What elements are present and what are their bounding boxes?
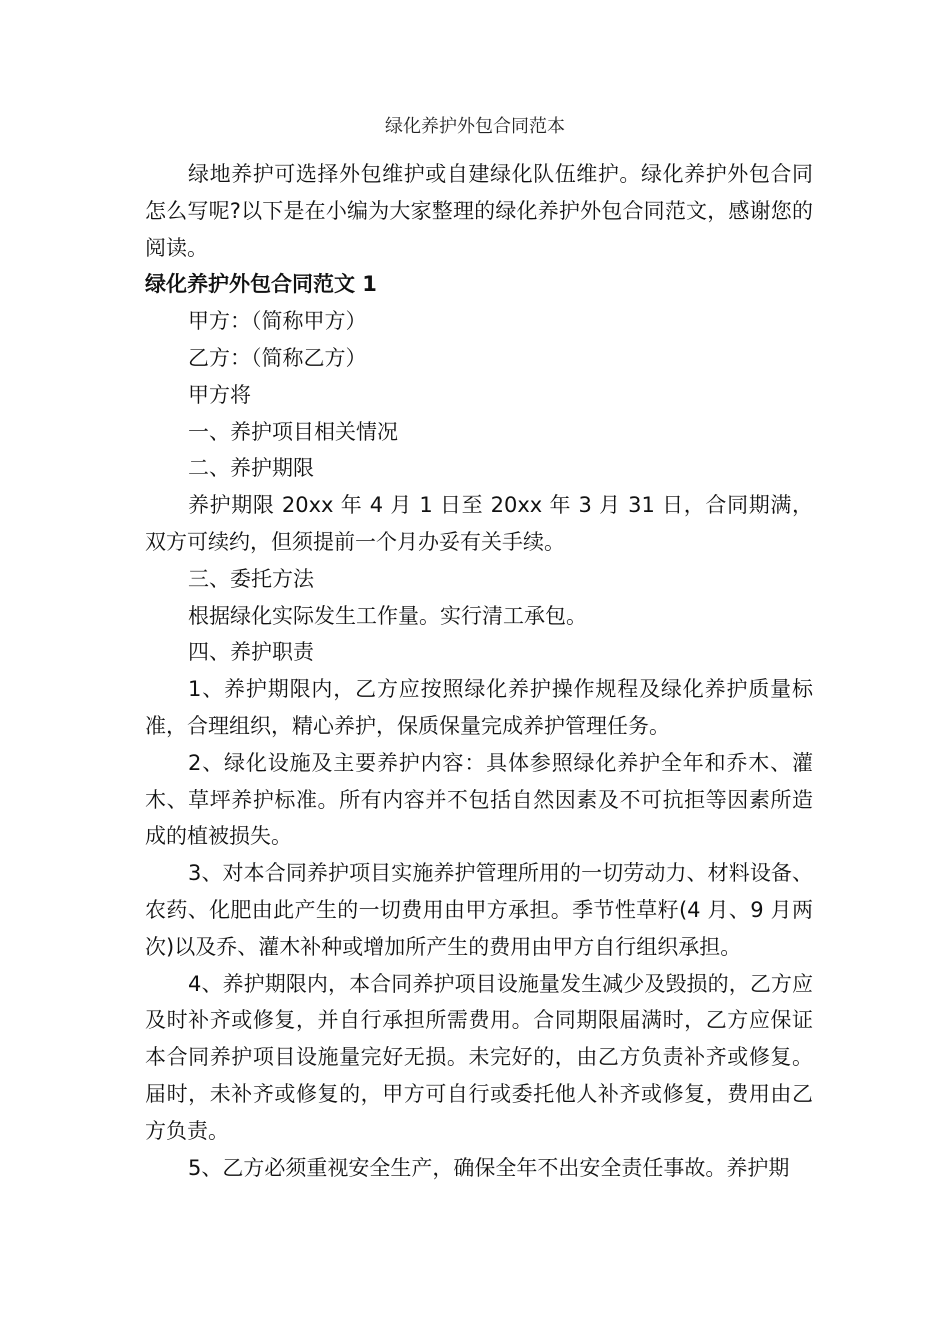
document-body: [145, 156, 813, 1186]
duty-3-paragraph: 3、对本合同养护项目实施养护管理所用的一切劳动力、材料设备、农药、化肥由此产生的一切费用由甲方承担。季节性草籽(4 月、9 月两次)以及乔、灌木补种或增加所产生的费用由甲方自行组织承担。: [145, 861, 813, 959]
item-1-heading: 一、养护项目相关情况: [188, 419, 398, 444]
item-3-text: 根据绿化实际发生工作量。实行清工承包。: [188, 603, 587, 628]
item-2-text: 养护期限 20xx 年 4 月 1 日至 20xx 年 3 月 31 日，合同期满，双方可续约，但须提前一个月办妥有关手续。: [145, 493, 813, 554]
duty-2-paragraph: 2、绿化设施及主要养护内容：具体参照绿化养护全年和乔木、灌木、草坪养护标准。所有内容并不包括自然因素及不可抗拒等因素所造成的植被损失。: [145, 750, 813, 849]
duty-4-paragraph: 4、养护期限内，本合同养护项目设施量发生减少及毁损的，乙方应及时补齐或修复，并自行承担所需费用。合同期限届满时，乙方应保证本合同养护项目设施量完好无损。未完好的，由乙方负责补齐或修复。届时，未补齐或修复的，甲方可自行或委托他人补齐或修复，费用由乙方负责。: [145, 971, 813, 1143]
document-title: 绿化养护外包合同范本: [385, 116, 565, 137]
duty-1-paragraph: 1、养护期限内，乙方应按照绿化养护操作规程及绿化养护质量标准，合理组织，精心养护，保质保量完成养护管理任务。: [145, 677, 813, 738]
item-3-heading: 三、委托方法: [188, 566, 314, 591]
party-b-line: 乙方：（简称乙方）: [188, 345, 367, 370]
item-4-heading: 四、养护职责: [188, 640, 314, 665]
section-heading: 绿化养护外包合同范文 1: [145, 272, 377, 297]
duty-5-paragraph: 5、乙方必须重视安全生产，确保全年不出安全责任事故。养护期: [188, 1155, 790, 1180]
item-2-heading: 二、养护期限: [188, 456, 314, 481]
party-a-will-line: 甲方将: [188, 382, 251, 407]
intro-paragraph: 绿地养护可选择外包维护或自建绿化队伍维护。绿化养护外包合同怎么写呢?以下是在小编为大家整理的绿化养护外包合同范文，感谢您的阅读。: [145, 162, 813, 260]
party-a-line: 甲方：（简称甲方）: [188, 309, 367, 334]
